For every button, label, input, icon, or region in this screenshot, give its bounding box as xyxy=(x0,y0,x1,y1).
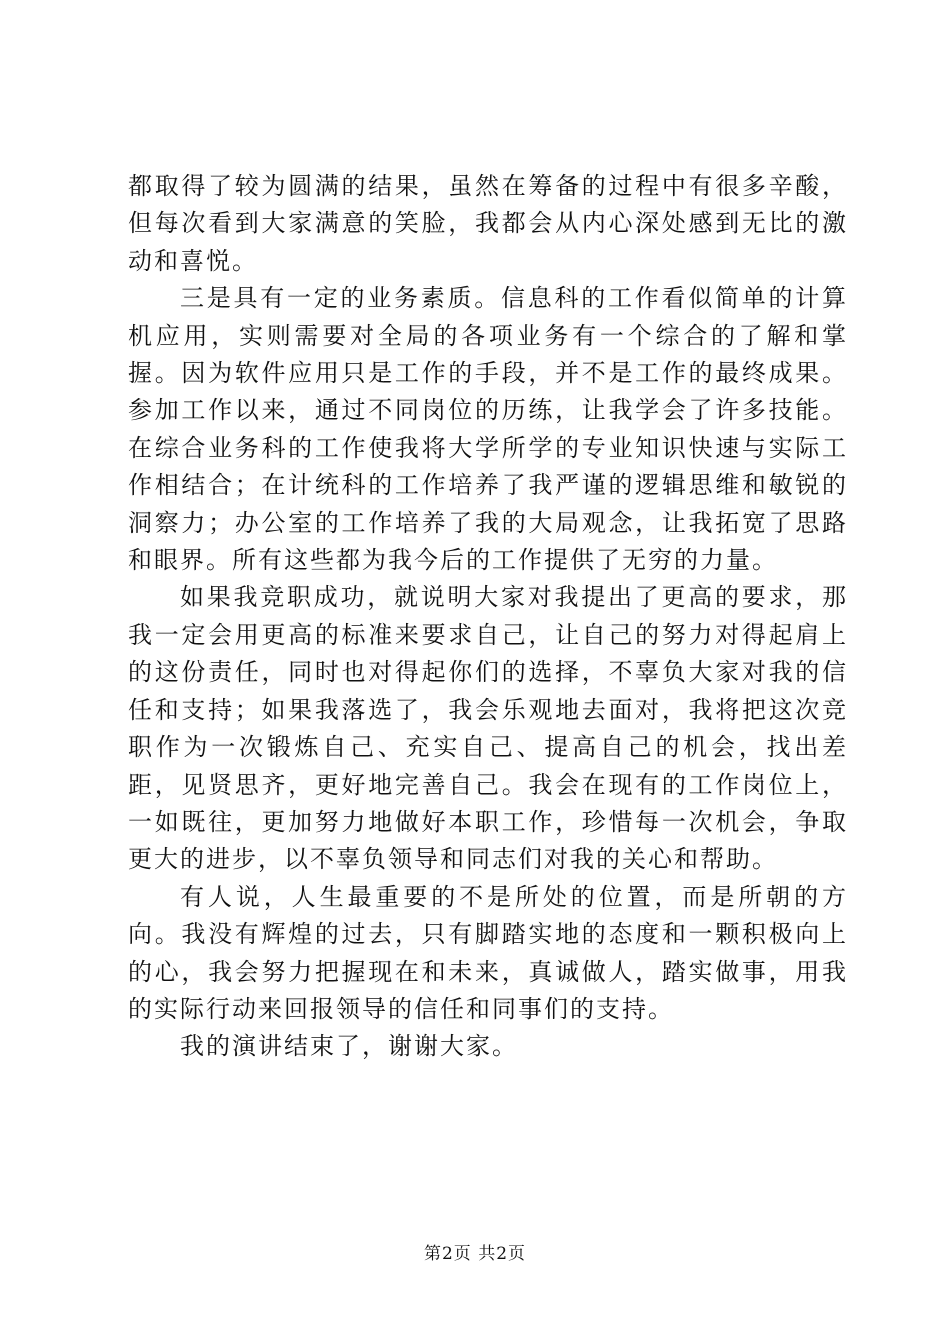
page-number-footer: 第2页 共2页 xyxy=(423,1244,527,1264)
document-body xyxy=(128,168,848,1066)
paragraph-business-quality: 三是具有一定的业务素质。信息科的工作看似简单的计算机应用，实则需要对全局的各项业务有一个综合的了解和掌握。因为软件应用只是工作的手段，并不是工作的最终成果。参加工作以来，通过不同岗位的历练，让我学会了许多技能。在综合业务科的工作使我将大学所学的专业知识快速与实际工作相结合；在计统科的工作培养了我严谨的逻辑思维和敏锐的洞察力；办公室的工作培养了我的大局观念，让我拓宽了思路和眼界。所有这些都为我今后的工作提供了无穷的力量。 xyxy=(128,284,848,575)
paragraph-direction: 有人说，人生最重要的不是所处的位置，而是所朝的方向。我没有辉煌的过去，只有脚踏实地的态度和一颗积极向上的心，我会努力把握现在和未来，真诚做人，踏实做事，用我的实际行动来回报领导的信任和同事们的支持。 xyxy=(128,882,848,1023)
paragraph-commitment: 如果我竞职成功，就说明大家对我提出了更高的要求，那我一定会用更高的标准来要求自己，让自己的努力对得起肩上的这份责任，同时也对得起你们的选择，不辜负大家对我的信任和支持；如果我落选了，我会乐观地去面对，我将把这次竞职作为一次锻炼自己、充实自己、提高自己的机会，找出差距，见贤思齐，更好地完善自己。我会在现有的工作岗位上，一如既往，更加努力地做好本职工作，珍惜每一次机会，争取更大的进步，以不辜负领导和同志们对我的关心和帮助。 xyxy=(128,583,848,874)
paragraph-continuation: 都取得了较为圆满的结果，虽然在筹备的过程中有很多辛酸，但每次看到大家满意的笑脸，我都会从内心深处感到无比的激动和喜悦。 xyxy=(128,172,848,275)
paragraph-closing: 我的演讲结束了，谢谢大家。 xyxy=(180,1032,518,1061)
